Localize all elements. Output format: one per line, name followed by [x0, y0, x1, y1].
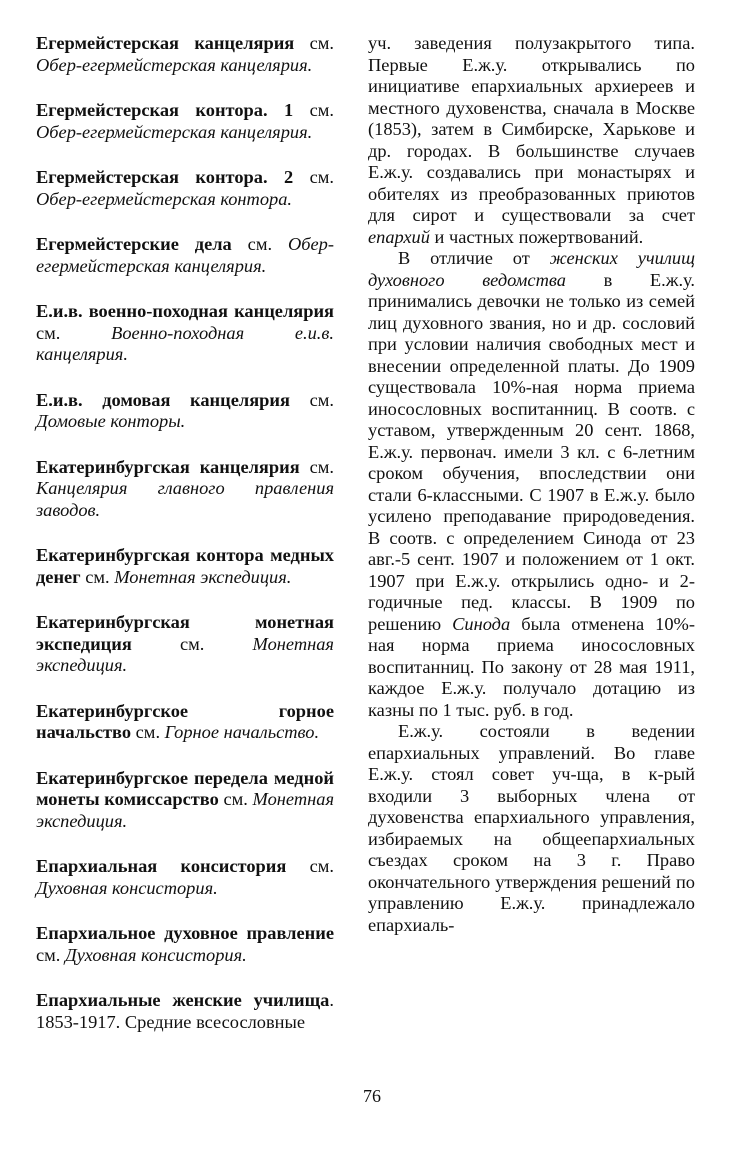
cross-reference-target: Горное начальство.: [164, 722, 320, 742]
dictionary-entry: [36, 100, 334, 143]
entry-headword: Епархиальная консистория: [36, 856, 287, 876]
cross-reference-target: Монетная экспедиция.: [36, 633, 334, 675]
dictionary-entry: [36, 856, 334, 899]
dictionary-entry: [36, 390, 334, 433]
article-paragraph: [368, 721, 695, 936]
entry-headword: Егермейстерские дела: [36, 234, 232, 254]
cross-reference-link: женских училищ духовного ведомства: [368, 248, 695, 290]
see-reference: см.: [36, 944, 61, 965]
paragraph-text: и частных пожертвований.: [434, 226, 644, 247]
cross-reference-target: Монетная экспедиция.: [36, 789, 334, 831]
see-reference: см.: [135, 722, 161, 742]
dictionary-entry: [36, 301, 334, 366]
entry-headword: Е.и.в. домовая канцелярия: [36, 389, 290, 410]
cross-reference-target: Военно-походная е.и.в. канцелярия.: [36, 322, 334, 364]
dictionary-entry: [36, 701, 334, 744]
see-reference: см.: [247, 234, 273, 254]
dictionary-entry: [36, 457, 334, 522]
left-column: [36, 33, 334, 1033]
see-reference: см.: [36, 322, 61, 343]
entry-headword-period: .: [329, 990, 334, 1010]
cross-reference-target: Домовые конторы.: [36, 411, 186, 431]
see-reference: см.: [223, 789, 248, 809]
entry-headword: Егермейстерская контора. 2: [36, 167, 294, 187]
see-reference: см.: [85, 566, 110, 587]
dictionary-entry: [36, 234, 334, 277]
dictionary-entry: [36, 768, 334, 833]
entry-headword: Егермейстерская канцелярия: [36, 33, 295, 53]
dictionary-entry: [36, 923, 334, 966]
entry-body-start: 1853-1917. Средние всесословные: [36, 1011, 306, 1032]
see-reference: см.: [309, 856, 334, 876]
paragraph-text: в Е.ж.у. принимались девочки не только из семей лиц духовного звания, но и др. сословий при условии наличия свободных мест и внесении определенной платы. До 1909 существовала 10%-ная норма приема иносословных воспитанниц. В соотв. с уставом, утвержденным 20 сент. 1868, Е.ж.у. первонач. имели 3 кл. с 6-летним сроком обучения, впоследствии они стали 6-классными. С 1907 в Е.ж.у. было усилено преподавание природоведения. В соотв. с определением Синода от 23 авг.-5 сент. 1907 и положением от 1 окт. 1907 при Е.ж.у. открылись одно- и 2-годичные пед. классы. В 1909 по решению: [368, 269, 695, 634]
paragraph-text: Е.ж.у. состояли в ведении епархиальных управлений. Во главе Е.ж.у. стоял совет уч-ща, в к-рый входили 3 выборных члена от духовенства епархиального управления, избираемых на общеепархиальных съездах сроком на 3 г. Право окончательного утверждения решений по управлению Е.ж.у. принадлежало епархиаль-: [368, 721, 695, 935]
entry-headword: Епархиальное духовное правление: [36, 923, 334, 943]
page-number: 76: [363, 1086, 381, 1106]
entry-headword: Екатеринбургская монетная экспедиция: [36, 612, 334, 654]
entry-headword: Епархиальные женские училища: [36, 990, 330, 1010]
paragraph-text: уч. заведения полузакрытого типа. Первые Е.ж.у. открывались по инициативе епархиальных архиереев и местного духовенства, сначала в Москве (1853), затем в Симбирске, Харькове и др. городах. В большинстве случаев Е.ж.у. создавались при монастырях и обителях из преобразованных приютов для сирот и существовали за счет: [368, 33, 695, 225]
article-paragraph: [368, 33, 695, 248]
cross-reference-link: епархий: [368, 226, 430, 247]
entry-headword: Екатеринбургское передела медной монеты комиссарство: [36, 767, 334, 809]
article-paragraph: [368, 248, 695, 721]
paragraph-text: была отменена 10%-ная норма приема иносословных воспитанниц. По закону от 28 мая 1911, каждое Е.ж.у. получало дотацию из казны по 1 тыс. руб. в год.: [368, 613, 695, 720]
dictionary-entry: [36, 990, 334, 1033]
cross-reference-target: Обер-егермейстерская контора.: [36, 188, 293, 209]
see-reference: см.: [179, 633, 205, 654]
cross-reference-target: Обер-егермейстерская канцелярия.: [36, 121, 313, 142]
cross-reference-target: Монетная экспедиция.: [114, 566, 292, 587]
right-column: [368, 33, 695, 936]
cross-reference-link: Синода: [452, 613, 511, 634]
see-reference: см.: [309, 100, 334, 120]
entry-headword: Екатеринбургская контора медных денег: [36, 545, 334, 587]
entry-headword: Екатеринбургская канцелярия: [36, 456, 300, 477]
see-reference: см.: [309, 456, 334, 477]
see-reference: см.: [309, 389, 334, 410]
cross-reference-target: Обер-егермейстерская канцелярия.: [36, 234, 334, 276]
dictionary-entry: [36, 545, 334, 588]
dictionary-entry: [36, 167, 334, 210]
cross-reference-target: Обер-егермейстерская канцелярия.: [36, 54, 313, 75]
entry-headword: Е.и.в. военно-походная канцелярия: [36, 301, 334, 321]
see-reference: см.: [309, 33, 334, 53]
see-reference: см.: [309, 167, 334, 187]
cross-reference-target: Духовная консистория.: [65, 944, 247, 965]
paragraph-text: В отличие от: [398, 248, 530, 268]
entry-headword: Екатеринбургское горное начальство: [36, 700, 334, 742]
cross-reference-target: Духовная консистория.: [36, 877, 218, 898]
dictionary-entry: [36, 612, 334, 677]
dictionary-entry: [36, 33, 334, 76]
entry-headword: Егермейстерская контора. 1: [36, 100, 294, 120]
cross-reference-target: Канцелярия главного правления заводов.: [36, 478, 334, 520]
